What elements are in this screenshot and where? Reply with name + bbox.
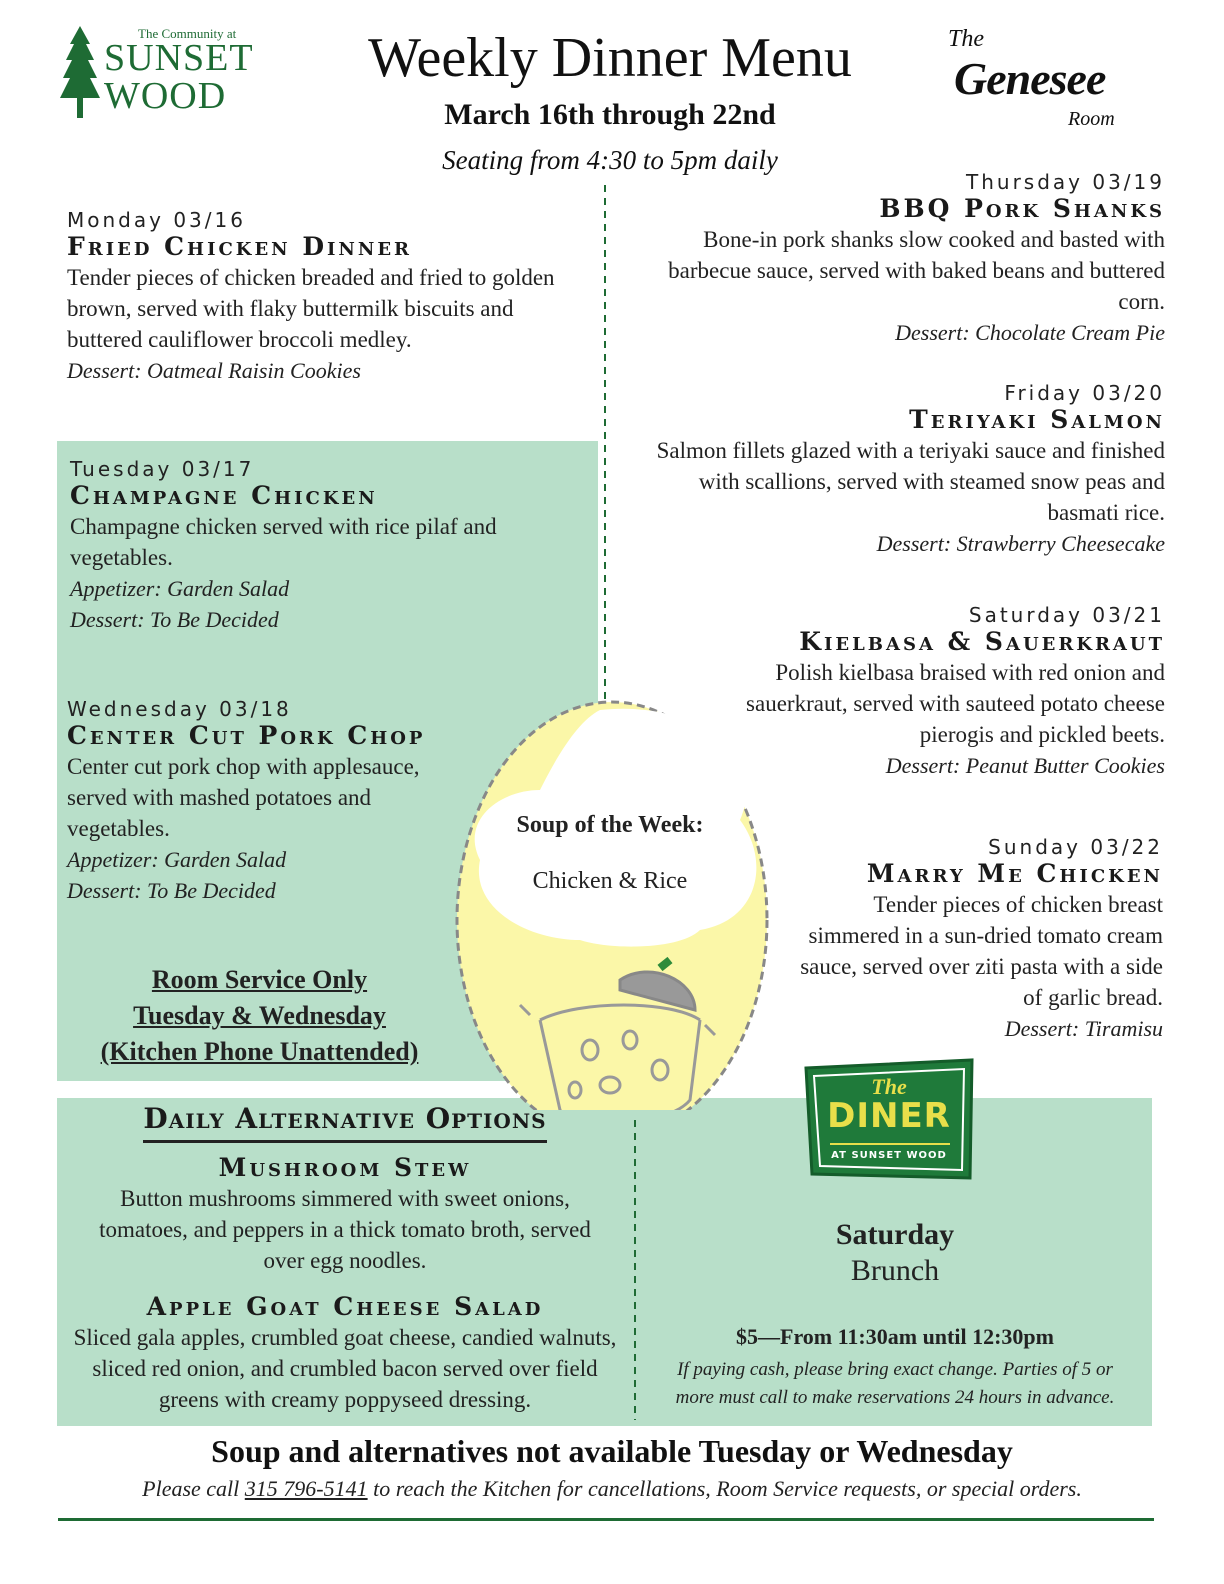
- desc-line: of garlic bread.: [1023, 985, 1163, 1010]
- alternatives-section: [60, 1100, 630, 1415]
- desc-line: Salmon fillets glazed with a teriyaki sauce and finished: [656, 438, 1165, 463]
- dessert: Dessert: Oatmeal Raisin Cookies: [67, 358, 361, 383]
- desc-line: tomatoes, and peppers in a thick tomato broth, served: [99, 1217, 591, 1242]
- day-label: Sunday 03/22: [988, 835, 1163, 859]
- desc-line: Tender pieces of chicken breast: [873, 892, 1163, 917]
- logo-room: Room: [1068, 108, 1115, 130]
- alt-dish-description: [60, 1322, 630, 1415]
- sunday-section: [740, 835, 1163, 1044]
- desc-line: Champagne chicken served with rice pilaf and: [70, 514, 497, 539]
- desc-line: vegetables.: [67, 816, 170, 841]
- appetizer: Appetizer: Garden Salad: [67, 847, 287, 872]
- seating-times: Seating from 4:30 to 5pm daily: [442, 145, 778, 175]
- day-label: Tuesday 03/17: [70, 457, 255, 481]
- tuesday-section: [70, 457, 590, 635]
- dessert: Dessert: Chocolate Cream Pie: [895, 320, 1165, 345]
- desc-line: Tender pieces of chicken breaded and fried to golden: [67, 265, 555, 290]
- diner-note: [638, 1356, 1152, 1412]
- dish-name: Teriyaki Salmon: [909, 405, 1165, 434]
- contact-prefix: Please call: [142, 1476, 245, 1501]
- contact-suffix: to reach the Kitchen for cancellations, Room Service requests, or special orders.: [367, 1476, 1082, 1501]
- sunset-wood-logo: [60, 24, 260, 134]
- alt-dish-name: Mushroom Stew: [218, 1153, 472, 1182]
- desc-line: sliced red onion, and crumbled bacon served over field: [92, 1356, 598, 1381]
- day-label: Saturday 03/21: [968, 603, 1165, 627]
- diner-logo-the: The: [871, 1074, 907, 1099]
- wednesday-section: [67, 697, 507, 906]
- desc-line: pierogis and pickled beets.: [919, 722, 1165, 747]
- logo-small-line: The Community at: [138, 26, 237, 41]
- diner-day: Saturday: [835, 1218, 955, 1251]
- note-line: more must call to make reservations 24 hours in advance.: [675, 1387, 1115, 1408]
- genesee-room-logo: [940, 26, 1140, 136]
- desc-line: basmati rice.: [1047, 500, 1165, 525]
- monday-section: [67, 208, 597, 386]
- column-divider-bottom: [633, 1120, 637, 1420]
- diner-logo: [800, 1058, 978, 1184]
- soup-name: Chicken & Rice: [532, 868, 688, 894]
- desc-line: greens with creamy poppyseed dressing.: [158, 1387, 532, 1412]
- desc-line: Bone-in pork shanks slow cooked and basted with: [703, 227, 1165, 252]
- diner-logo-tagline: AT SUNSET WOOD: [831, 1150, 947, 1161]
- alt-dish-description: [60, 1183, 630, 1276]
- contact-line: [40, 1474, 1184, 1504]
- desc-line: corn.: [1118, 289, 1165, 314]
- column-divider-top: [603, 185, 607, 705]
- dessert: Dessert: Tiramisu: [1004, 1016, 1163, 1041]
- alternatives-heading: Daily Alternative Options: [143, 1100, 546, 1143]
- soup-label: Soup of the Week:: [516, 812, 704, 838]
- availability-notice: Soup and alternatives not available Tuesday or Wednesday: [211, 1433, 1013, 1469]
- day-label: Wednesday 03/18: [67, 697, 292, 721]
- desc-line: served with mashed potatoes and: [67, 785, 372, 810]
- desc-line: Sliced gala apples, crumbled goat cheese, candied walnuts,: [73, 1325, 617, 1350]
- dessert: Dessert: Strawberry Cheesecake: [876, 531, 1165, 556]
- date-range: March 16th through 22nd: [444, 98, 776, 131]
- desc-line: Center cut pork chop with applesauce,: [67, 754, 420, 779]
- pine-tree-icon: [60, 26, 100, 126]
- kitchen-phone-link[interactable]: 315 796-5141: [244, 1476, 368, 1501]
- page-title: Weekly Dinner Menu: [368, 27, 852, 89]
- desc-line: Button mushrooms simmered with sweet onions,: [120, 1186, 570, 1211]
- footer-divider: [58, 1518, 1154, 1521]
- appetizer: Appetizer: Garden Salad: [70, 576, 290, 601]
- dessert: Dessert: To Be Decided: [67, 878, 276, 903]
- desc-line: simmered in a sun-dried tomato cream: [808, 923, 1163, 948]
- diner-meal: Brunch: [850, 1254, 940, 1287]
- desc-line: over egg noodles.: [263, 1248, 427, 1273]
- desc-line: buttered cauliflower broccoli medley.: [67, 327, 412, 352]
- logo-sunset: SUNSET: [104, 37, 254, 79]
- dessert: Dessert: Peanut Butter Cookies: [885, 753, 1165, 778]
- diner-price: $5—From 11:30am until 12:30pm: [736, 1324, 1054, 1349]
- dish-name: BBQ Pork Shanks: [879, 194, 1165, 223]
- logo-wood: WOOD: [104, 75, 227, 117]
- day-label: Thursday 03/19: [966, 170, 1165, 194]
- dish-description: [610, 224, 1165, 317]
- dish-description: [67, 751, 507, 844]
- dish-name: Marry Me Chicken: [866, 859, 1163, 888]
- day-label: Monday 03/16: [67, 208, 246, 232]
- notice-line: Room Service Only: [151, 965, 368, 994]
- friday-section: [610, 381, 1165, 559]
- room-service-notice: [57, 962, 462, 1070]
- notice-line: Tuesday & Wednesday: [133, 1001, 386, 1030]
- logo-genesee: Genesee: [954, 53, 1106, 104]
- alt-dish-name: Apple Goat Cheese Salad: [146, 1292, 544, 1321]
- desc-line: sauce, served over ziti pasta with a side: [800, 954, 1163, 979]
- desc-line: brown, served with flaky buttermilk biscuits and: [67, 296, 514, 321]
- dish-name: Fried Chicken Dinner: [67, 232, 413, 261]
- dish-name: Center Cut Pork Chop: [67, 721, 426, 750]
- dish-description: [67, 262, 597, 355]
- thursday-section: [610, 170, 1165, 348]
- desc-line: barbecue sauce, served with baked beans and buttered: [668, 258, 1165, 283]
- dish-description: [70, 511, 590, 573]
- desc-line: Polish kielbasa braised with red onion and: [775, 660, 1165, 685]
- desc-line: sauerkraut, served with sauteed potato cheese: [746, 691, 1165, 716]
- notice-line: (Kitchen Phone Unattended): [100, 1037, 419, 1066]
- dish-description: [610, 435, 1165, 528]
- diner-logo-diner: DINER: [827, 1096, 951, 1136]
- dish-name: Champagne Chicken: [70, 481, 378, 510]
- logo-the: The: [948, 26, 984, 52]
- dish-description: [740, 889, 1163, 1013]
- dish-name: Kielbasa & Sauerkraut: [799, 627, 1165, 656]
- desc-line: with scallions, served with steamed snow peas and: [698, 469, 1165, 494]
- day-label: Friday 03/20: [1004, 381, 1165, 405]
- note-line: If paying cash, please bring exact change. Parties of 5 or: [677, 1359, 1113, 1380]
- desc-line: vegetables.: [70, 545, 173, 570]
- dish-description: [700, 657, 1165, 750]
- saturday-section: [700, 603, 1165, 781]
- dessert: Dessert: To Be Decided: [70, 607, 279, 632]
